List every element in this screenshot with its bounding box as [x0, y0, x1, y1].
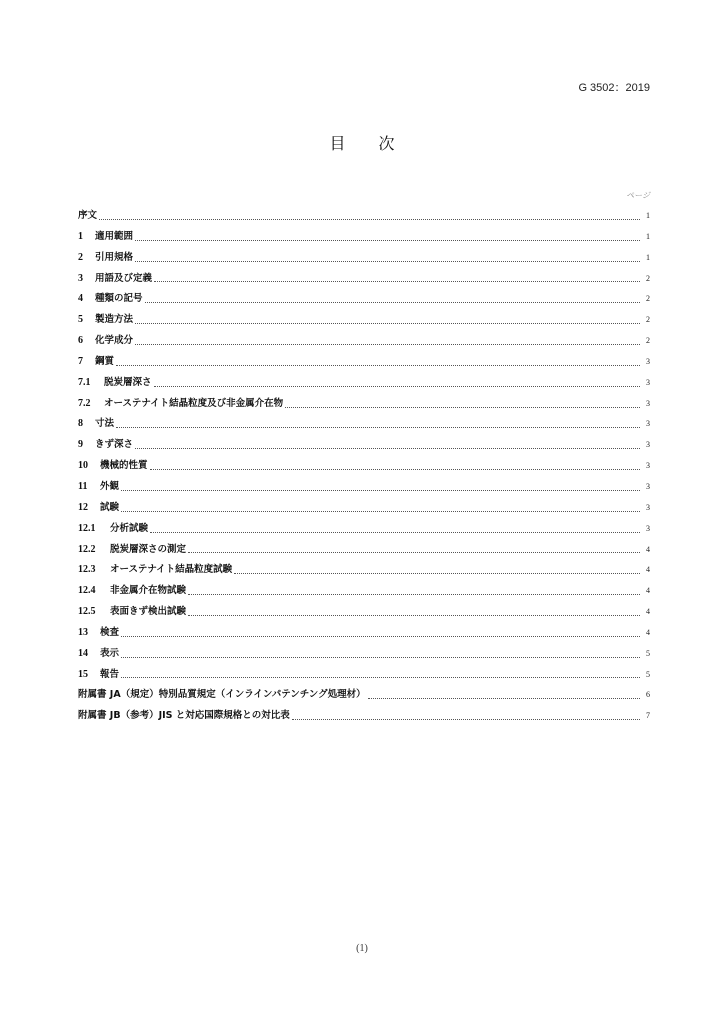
toc-entry-page: 3 [646, 440, 650, 450]
toc-entry-number: 14 [78, 647, 88, 659]
toc-entry-number: 7.1 [78, 376, 91, 388]
toc-entry-page: 3 [646, 377, 650, 387]
toc-entry-page: 3 [646, 481, 650, 491]
toc-entry-page: 1 [646, 211, 650, 220]
toc-entry-title: 脱炭層深さ [104, 376, 152, 388]
toc-leader-dots [150, 469, 640, 470]
toc-entry[interactable] [78, 561, 650, 582]
toc-leader-dots [135, 240, 640, 241]
toc-entry-number: 12.5 [78, 606, 96, 618]
toc-entry-title: 附属書 JB（参考）JIS と対応国際規格との対比表 [78, 710, 290, 722]
toc-entry-title: 脱炭層深さの測定 [110, 543, 187, 555]
toc-entry-title: 外観 [100, 480, 120, 492]
toc-entry[interactable] [78, 270, 650, 291]
toc-entry-number: 10 [78, 460, 88, 472]
toc-entry-title: 製造方法 [95, 314, 134, 326]
toc-leader-dots [121, 636, 640, 637]
toc-entry-number: 2 [78, 251, 83, 263]
toc-entry-number: 8 [78, 418, 83, 430]
toc-entry-number: 11 [78, 480, 88, 492]
toc-entry[interactable] [78, 353, 650, 374]
toc-entry-title: 表示 [100, 647, 120, 659]
toc-entry-number: 12.3 [78, 564, 96, 576]
toc-entry-page: 2 [646, 315, 650, 325]
toc-entry-number: 12.1 [78, 522, 96, 534]
toc-entry[interactable] [78, 603, 650, 624]
toc-leader-dots [154, 386, 640, 387]
toc-leader-dots [135, 323, 640, 324]
toc-entry-page: 1 [646, 252, 650, 262]
toc-entry-title: 機械的性質 [100, 460, 148, 472]
toc-leader-dots [121, 657, 640, 658]
toc-leader-dots [154, 281, 640, 282]
toc-entry-page: 3 [646, 502, 650, 512]
toc-entry-page: 2 [646, 294, 650, 304]
toc-leader-dots [116, 365, 640, 366]
toc-entry-page: 3 [646, 356, 650, 366]
toc-entry-title: 引用規格 [95, 251, 134, 263]
toc-entry-page: 3 [646, 398, 650, 408]
toc-entry[interactable] [78, 666, 650, 687]
toc-leader-dots [121, 490, 640, 491]
toc-entry-title: 試験 [100, 501, 120, 513]
toc-leader-dots [121, 677, 640, 678]
toc-entry-number: 1 [78, 230, 83, 242]
toc-leader-dots [121, 511, 640, 512]
toc-leader-dots [145, 302, 640, 303]
toc-entry-title: 分析試験 [110, 522, 149, 534]
toc-entry-page: 5 [646, 669, 650, 679]
toc-entry-number: 9 [78, 439, 83, 451]
toc-entry-number: 15 [78, 668, 88, 680]
toc-entry-page: 4 [646, 565, 650, 575]
toc-entry-title: オーステナイト結晶粒度試験 [110, 564, 233, 576]
toc-entry[interactable] [78, 499, 650, 520]
toc-entry-title: 表面きず検出試験 [110, 606, 187, 618]
toc-entry-title: 非金属介在物試験 [110, 585, 187, 597]
toc-entry-number: 5 [78, 314, 83, 326]
toc-entry[interactable] [78, 686, 650, 707]
toc-entry-number: 4 [78, 293, 83, 305]
toc-leader-dots [234, 573, 640, 574]
standard-number: G 3502：2019 [578, 82, 650, 94]
toc-entry-page: 4 [646, 586, 650, 596]
toc-entry-title: 適用範囲 [95, 230, 134, 242]
toc-leader-dots [150, 532, 640, 533]
toc-entry-number: 12.2 [78, 543, 96, 555]
toc-entry[interactable] [78, 478, 650, 499]
page-column-label: ページ [626, 191, 650, 200]
toc-entry-title: 寸法 [95, 418, 115, 430]
toc-leader-dots [188, 594, 640, 595]
toc-entry[interactable] [78, 374, 650, 395]
toc-leader-dots [135, 448, 640, 449]
toc-entry-page: 3 [646, 461, 650, 471]
toc-entry-number: 7 [78, 355, 83, 367]
toc-entry[interactable] [78, 415, 650, 436]
toc-entry-page: 2 [646, 336, 650, 346]
toc-entry-number: 12 [78, 501, 88, 513]
toc-leader-dots [368, 698, 640, 699]
page-title: 目 次 [329, 134, 409, 153]
toc-entry[interactable] [78, 707, 650, 728]
toc-entry-title: 用語及び定義 [95, 272, 153, 284]
toc-leader-dots [135, 261, 640, 262]
toc-entry-number: 6 [78, 335, 83, 347]
toc-leader-dots [285, 407, 640, 408]
footer-page-number: (1) [356, 943, 368, 954]
toc-entry-number: 7.2 [78, 397, 91, 409]
toc-entry-page: 5 [646, 648, 650, 658]
toc-entry-page: 3 [646, 523, 650, 533]
toc-entry-title: 鋼質 [95, 355, 115, 367]
toc-leader-dots [116, 427, 640, 428]
toc-entry-title: 化学成分 [95, 335, 134, 347]
toc-entry[interactable] [78, 311, 650, 332]
toc-entry[interactable] [78, 541, 650, 562]
toc-entry-title: 附属書 JA（規定）特別品質規定（インラインパテンチング処理材） [78, 689, 366, 701]
toc-entry[interactable] [78, 332, 650, 353]
toc-entry-page: 1 [646, 231, 650, 241]
toc-entry[interactable] [78, 624, 650, 645]
toc-entry[interactable] [78, 457, 650, 478]
toc-entry-title: きず深さ [95, 439, 134, 451]
toc-entry-page: 3 [646, 419, 650, 429]
toc-entry[interactable] [78, 582, 650, 603]
toc-entry-page: 6 [646, 690, 650, 700]
toc-entry-title: 序文 [78, 210, 98, 221]
toc-entry[interactable] [78, 520, 650, 541]
toc-entry-title: オーステナイト結晶粒度及び非金属介在物 [104, 397, 284, 409]
toc-entry[interactable] [78, 228, 650, 249]
toc-entry[interactable] [78, 207, 650, 228]
toc-entry-number: 12.4 [78, 585, 96, 597]
toc-entry-title: 検査 [100, 626, 120, 638]
toc-entry-page: 4 [646, 544, 650, 554]
toc-entry-page: 4 [646, 607, 650, 617]
toc-entry[interactable] [78, 395, 650, 416]
toc-entry-page: 7 [646, 711, 650, 721]
toc-entry-number: 3 [78, 272, 83, 284]
toc-entry[interactable] [78, 436, 650, 457]
toc-leader-dots [135, 344, 640, 345]
table-of-contents [78, 207, 650, 728]
toc-entry-page: 2 [646, 273, 650, 283]
toc-entry-title: 種類の記号 [95, 293, 143, 305]
toc-leader-dots [292, 719, 640, 720]
toc-entry[interactable] [78, 249, 650, 270]
toc-leader-dots [188, 615, 640, 616]
toc-entry[interactable] [78, 645, 650, 666]
toc-leader-dots [188, 552, 640, 553]
toc-entry-number: 13 [78, 626, 88, 638]
toc-entry-page: 4 [646, 627, 650, 637]
toc-entry[interactable] [78, 290, 650, 311]
toc-leader-dots [99, 219, 640, 220]
toc-entry-title: 報告 [100, 668, 120, 680]
